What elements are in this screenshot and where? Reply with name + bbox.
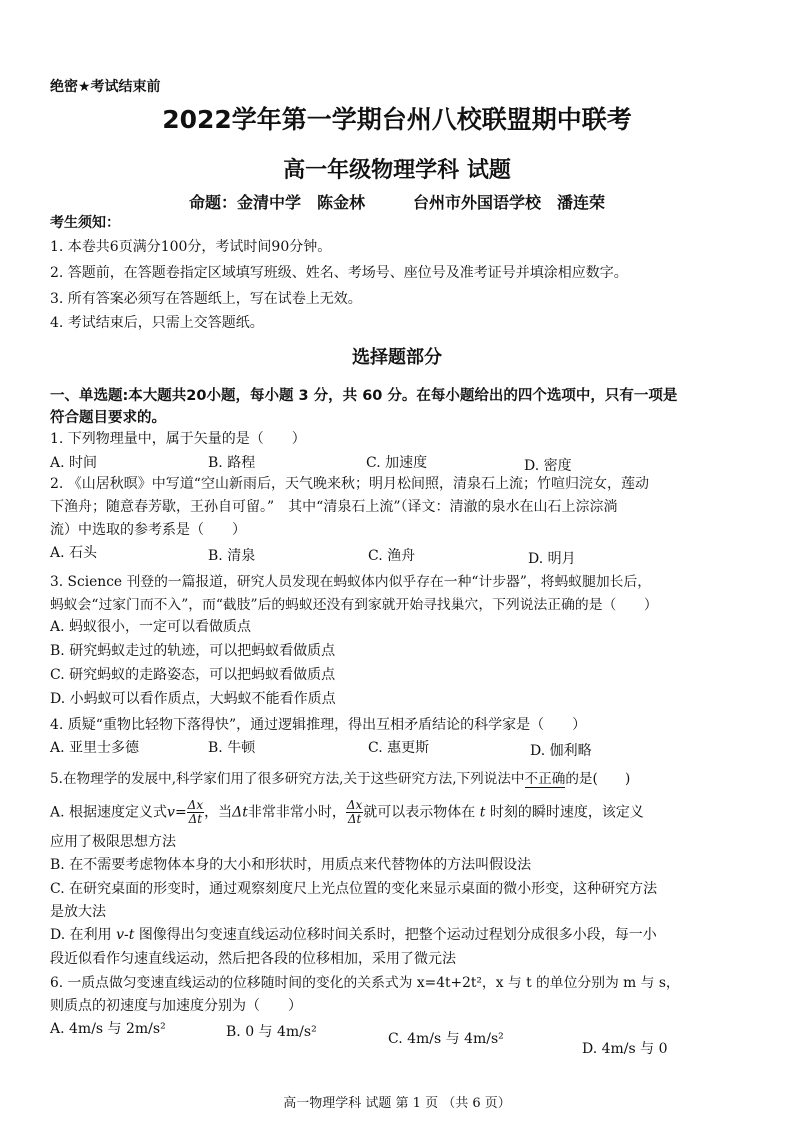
notice-item: 3. 所有答案必须写在答题纸上，写在试卷上无效。 [50,291,362,307]
velocity-fraction [187,799,204,826]
q5-a-eq: = [174,804,187,821]
q5-stem-tail: 的是( ) [565,771,631,787]
section-instruction: 符合题目要求的。 [50,410,166,426]
confidential-label: 绝密★考试结束前 [50,79,161,95]
exam-subtitle: 高一年级物理学科 试题 [283,158,511,183]
authors-line: 命题：金清中学 陈金林 台州市外国语学校 潘连荣 [188,193,605,212]
question-4-stem: 4. 质疑“重物比轻物下落得快”，通过逻辑推理，得出互相矛盾结论的科学家是（ ） [50,717,587,733]
q5-a-prefix: A. 根据速度定义式 [50,804,168,821]
q5-option-c-line1: C. 在研究桌面的形变时，通过观察刻度尺上光点位置的变化来显示桌面的微小形变，这种研究方法 [50,881,658,897]
question-6-line: 6. 一质点做匀变速直线运动的位移随时间的变化的关系式为 x=4t+2t²，x 与 t 的单位分别为 m 与 s， [50,975,680,991]
q5-d-prefix: D. 在利用 [50,927,112,943]
q5-a-mid3: 就可以表示物体在 [363,804,476,821]
q5-option-a-line2: 应用了极限思想方法 [50,834,176,850]
q3-option-b: B. 研究蚂蚁走过的轨迹，可以把蚂蚁看做质点 [50,643,336,659]
exam-title: 2022学年第一学期台州八校联盟期中联考 [162,105,632,134]
q6-option-a: A. 4m/s 与 2m/s² [50,1021,166,1037]
q6-option-d: D. 4m/s 与 0 [582,1041,668,1057]
q3-option-a: A. 蚂蚁很小，一定可以看做质点 [50,619,252,635]
q5-d-vt: v-t [116,927,135,943]
q5-d-rest: 图像得出匀变速直线运动位移时间关系时，把整个运动过程划分成很多小段，每一小 [138,927,657,943]
notice-item: 2. 答题前，在答题卷指定区域填写班级、姓名、考场号、座位号及准考证号并填涂相应数字。 [50,265,628,281]
question-3-line: 3. Science 刊登的一篇报道，研究人员发现在蚂蚁体内似乎存在一种“计步器”，将蚂蚁腿加长后， [50,574,652,590]
q1-option-b: B. 路程 [208,455,256,471]
q3-option-c: C. 研究蚂蚁的走路姿态，可以把蚂蚁看做质点 [50,667,336,683]
q5-a-mid1: ，当 [204,804,233,821]
q5-option-b: B. 在不需要考虑物体本身的大小和形状时，用质点来代替物体的方法叫假设法 [50,857,532,873]
question-1-stem: 1. 下列物理量中，属于矢量的是（ ） [50,431,306,447]
q4-option-b: B. 牛顿 [208,740,256,756]
q1-option-d: D. 密度 [524,458,572,474]
q6-option-c: C. 4m/s 与 4m/s² [388,1031,504,1047]
q2-option-b: B. 清泉 [208,548,256,564]
fraction-denominator: Δt [347,812,362,826]
question-6-line: 则质点的初速度与加速度分别为（ ） [50,998,302,1014]
velocity-fraction-2 [346,799,363,826]
q5-stem-text: 5.在物理学的发展中,科学家们用了很多研究方法,关于这些研究方法,下列说法中 [50,771,525,787]
q1-option-a: A. 时间 [50,455,98,471]
question-5-stem [50,767,630,787]
q5-option-c-line2: 是放大法 [50,904,106,920]
notice-item: 1. 本卷共6页满分100分，考试时间90分钟。 [50,239,332,255]
section-title: 选择题部分 [352,347,442,368]
q5-a-mid2: 非常非常小时， [247,804,346,821]
q4-option-a: A. 亚里士多德 [50,740,140,756]
q4-option-d: D. 伽利略 [530,743,592,759]
q4-option-c: C. 惠更斯 [368,740,430,756]
q3-option-d: D. 小蚂蚁可以看作质点，大蚂蚁不能看作质点 [50,691,336,707]
question-2-line: 下渔舟；随意春芳歇，王孙自可留。” 其中“清泉石上流”（译文：清澈的泉水在山石上淙淙淌 [50,499,618,515]
q5-stem-emphasis: 不正确 [524,771,566,787]
q5-a-end: 时刻的瞬时速度，该定义 [489,804,644,821]
q5-option-d-line1 [50,924,657,944]
q6-option-b: B. 0 与 4m/s² [226,1024,317,1040]
q5-option-d-line2: 段近似看作匀速直线运动，然后把各段的位移相加，采用了微元法 [50,951,456,967]
question-2-line: 流）中选取的参考系是（ ） [50,522,246,538]
q2-option-d: D. 明月 [528,551,576,567]
fraction-denominator: Δt [188,812,203,826]
fraction-numerator: Δx [346,798,363,812]
section-instruction: 一、单选题:本大题共20小题，每小题 3 分，共 60 分。在每小题给出的四个选项中，只有一项是 [50,388,678,404]
q5-a-v: v [167,804,175,821]
question-3-line: 蚂蚁会“过家门而不入”，而“截肢”后的蚂蚁还没有到家就开始寻找巢穴，下列说法正确的是（ ） [50,597,658,613]
notice-item: 4. 考试结束后，只需上交答题纸。 [50,315,264,331]
fraction-numerator: Δx [187,798,204,812]
q2-option-c: C. 渔舟 [368,548,416,564]
notice-heading: 考生须知： [50,215,120,231]
q5-a-t: t [479,804,486,821]
q2-option-a: A. 石头 [50,545,98,561]
page-footer: 高一物理学科 试题 第 1 页 （共 6 页） [283,1096,511,1111]
q1-option-c: C. 加速度 [366,455,428,471]
question-2-line: 2. 《山居秋暝》中写道“空山新雨后，天气晚来秋；明月松间照，清泉石上流；竹喧归浣女，莲动 [50,476,649,492]
q5-option-a [50,799,644,826]
q5-a-dt: Δt [232,804,248,821]
